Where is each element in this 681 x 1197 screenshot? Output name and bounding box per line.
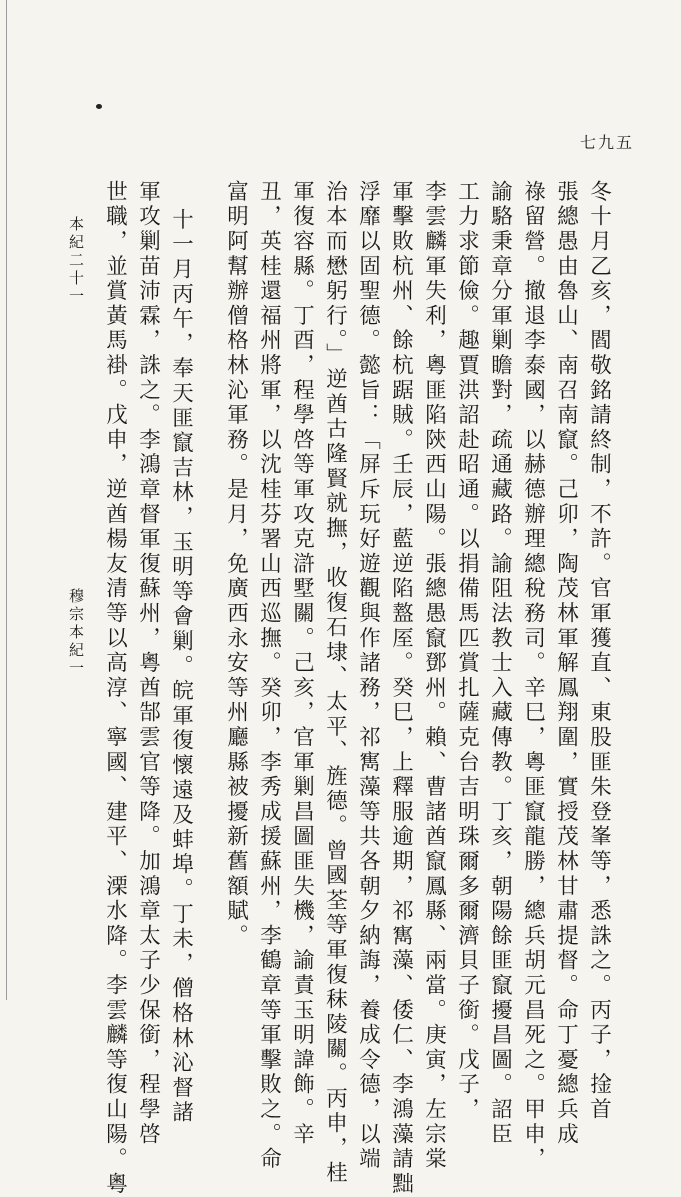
- text-column-4: 諭駱秉章分軍剿瞻對，疏通藏路。諭阻法教士入藏傳教。丁亥，朝陽餘匪竄擾昌圖。詔臣: [487, 180, 513, 1148]
- text-column-7: 軍擊敗杭州、餘杭踞賊。壬辰，藍逆陷盩厔。癸巳，上釋服逾期，祁寯藻、倭仁、李鴻藻請黜: [388, 180, 414, 1197]
- text-column-5: 工力求節儉。趣賈洪詔赴昭通。以捐備馬匹賞扎薩克台吉明珠爾多爾濟貝子銜。戊子，: [454, 180, 480, 1123]
- running-header-volume: 本紀二十一: [67, 216, 85, 306]
- text-column-12: 富明阿幫辦僧格林沁軍務。是月，免廣西永安等州廳縣被擾新舊額賦。: [223, 180, 249, 949]
- running-header-chapter: 穆宗本紀一: [67, 588, 85, 678]
- text-column-1: 冬十月乙亥，閻敬銘請終制，不許。官軍獲直、東股匪朱登峯等，悉誅之。丙子，捦首: [586, 180, 612, 1123]
- page-fold-line: [6, 0, 7, 1000]
- text-column-15: 世職，並賞黃馬褂。戊申，逆酋楊友清等以高淳、寧國、建平、溧水降。李雲麟等復山陽。粵: [102, 180, 128, 1197]
- text-column-10: 軍復容縣。丁酉，程學啓等軍攻克滸墅關。己亥，官軍剿昌圖匪失機，諭責玉明諱飾。辛: [289, 180, 315, 1148]
- ink-speck: [96, 104, 102, 109]
- text-column-9: 治本而懋躬行。」逆酋古隆賢就撫，收復石埭、太平、旌德。曾國荃等軍復秣陵關。丙申，桂: [322, 180, 348, 1187]
- text-column-6: 李雲麟軍失利，粵匪陷陝西山陽。張總愚竄鄧州。賴、曹諸酋竄鳳縣、兩當。庚寅，左宗棠: [421, 180, 447, 1172]
- text-column-8: 浮靡以固聖德。懿旨：「屏斥玩好遊觀與作諸務，祁寯藻等共各朝夕納誨，養成令德，以端: [355, 180, 381, 1172]
- page-number: 七九五: [580, 133, 635, 152]
- text-column-2: 張總愚由魯山、南召南竄。己卯，陶茂林軍解鳳翔圍，實授茂林甘肅提督。命丁憂總兵成: [553, 180, 579, 1148]
- text-column-14: 軍攻剿苗沛霖，誅之。李鴻章督軍復蘇州，粵酋郜雲官等降。加鴻章太子少保銜，程學啓: [135, 180, 161, 1148]
- text-column-13: 十一月丙午，奉天匪竄吉林，玉明等會剿。皖軍復懷遠及蚌埠。丁未，僧格林沁督諸: [168, 208, 194, 1126]
- text-column-11: 丑，英桂還福州將軍，以沈桂芬署山西巡撫。癸卯，李秀成援蘇州，李鶴章等軍擊敗之。命: [256, 180, 282, 1172]
- text-column-3: 祿留營。撤退李泰國，以赫德辦理總稅務司。辛巳，粵匪竄龍勝，總兵胡元昌死之。甲申，: [520, 180, 546, 1172]
